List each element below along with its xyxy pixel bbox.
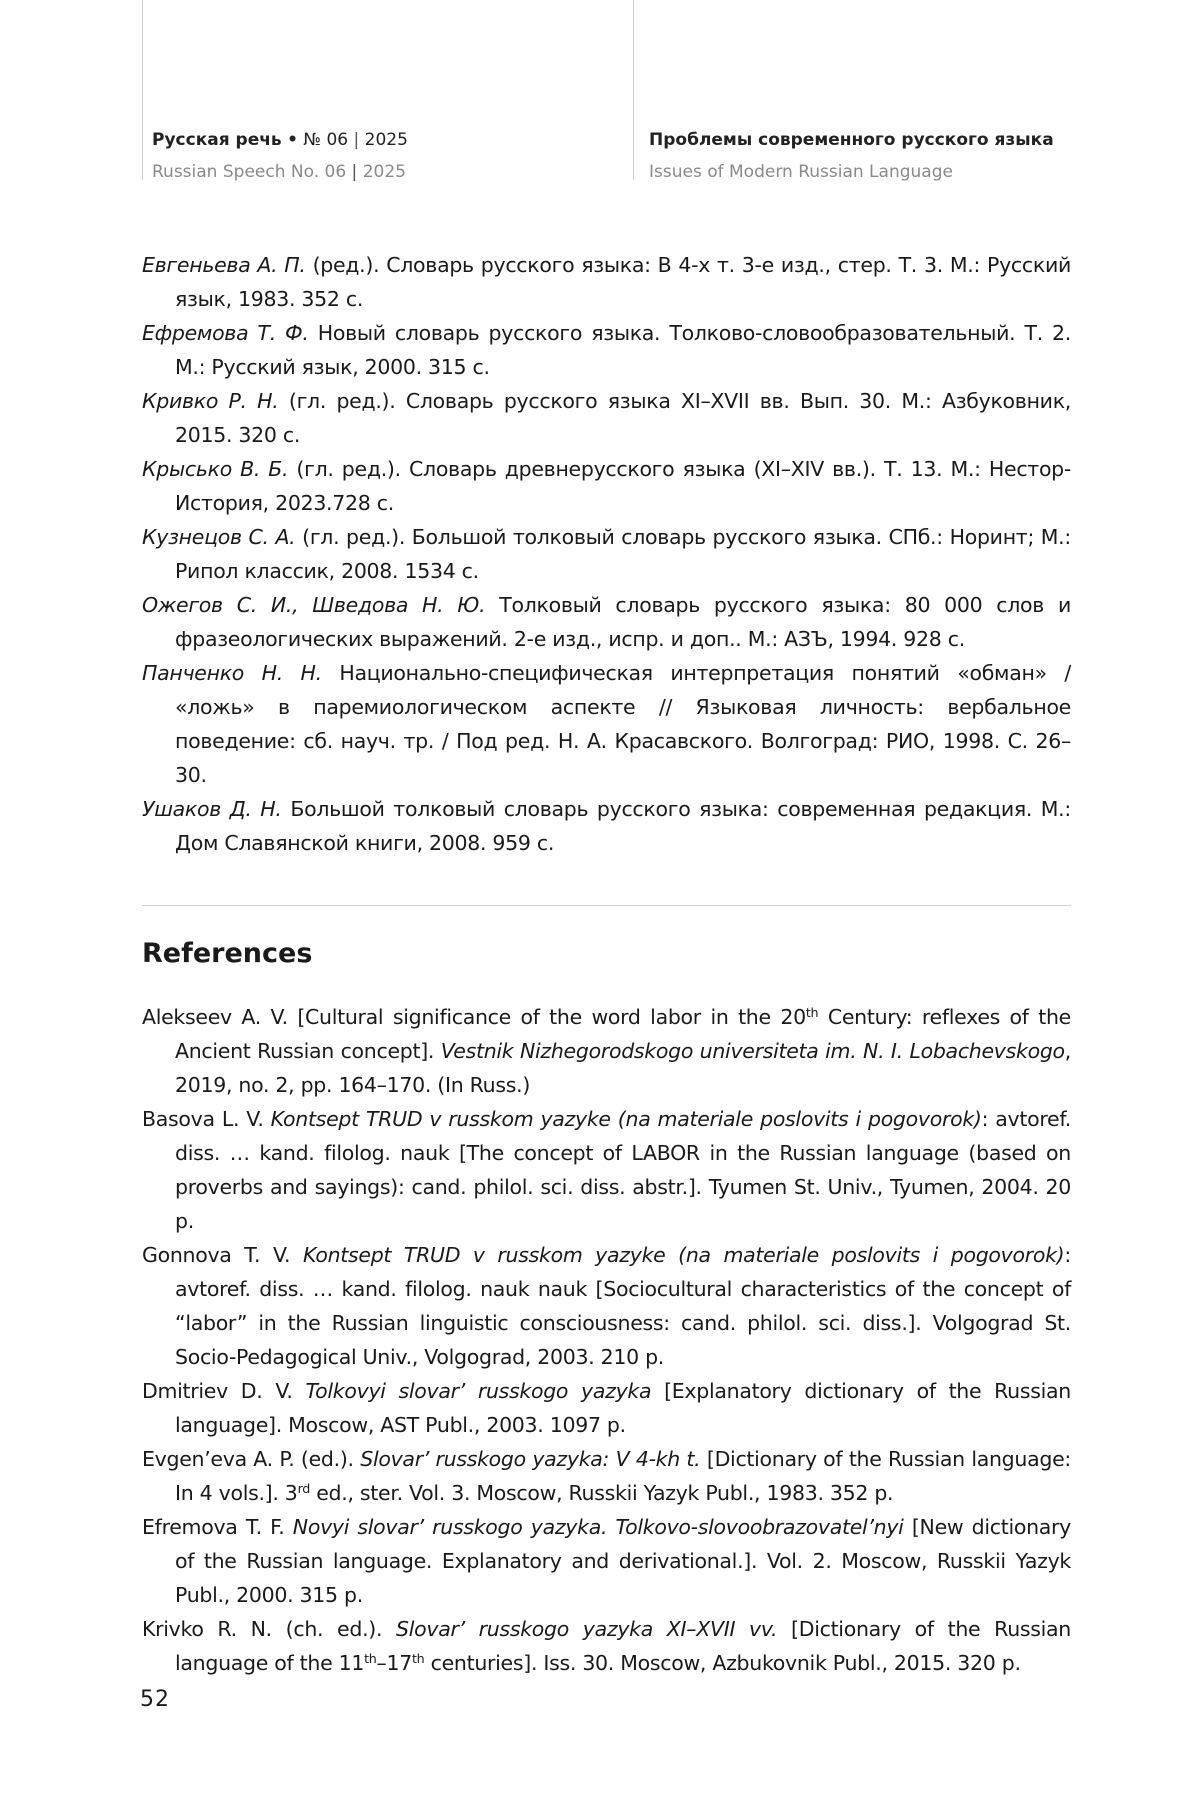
header-divider-right <box>633 0 634 180</box>
section-title-en: Issues of Modern Russian Language <box>649 162 953 182</box>
header-section <box>649 124 1054 188</box>
journal-title-ru: Русская речь <box>152 130 282 150</box>
journal-bullet: • <box>287 130 298 150</box>
reference-item: Евгеньева А. П. (ред.). Словарь русского языка: В 4-х т. 3-е изд., стер. Т. 3. М.: Русский язык, 1983. 352 с. <box>142 253 1071 311</box>
references-heading: References <box>142 938 313 969</box>
journal-title-en: Russian Speech No. 06 <box>152 162 347 182</box>
reference-item: Alekseev A. V. [Cultural significance of the word labor in the 20th Century: reflexes of the Ancient Russian concept]. Vestnik Nizhegorodskogo universiteta im. N. I. Lobachevskogo, 2019, no. 2, pp. 164–170. (In Russ.) <box>142 1005 1071 1097</box>
header-journal: Русская речь • № 06 | 2025 Russian Speech No. 06 | 2025 <box>152 130 408 182</box>
english-reference-list <box>142 1000 1071 1680</box>
reference-item: Ушаков Д. Н. Большой толковый словарь русского языка: современная редакция. М.: Дом Славянской книги, 2008. 959 с. <box>142 797 1071 855</box>
reference-item: Кузнецов С. А. (гл. ред.). Большой толковый словарь русского языка. СПб.: Норинт; М.: Рипол классик, 2008. 1534 с. <box>142 525 1071 583</box>
reference-item: Панченко Н. Н. Национально-специфическая интерпретация понятий «обман» / «ложь» в паремиологическом аспекте // Языковая личность: вербальное поведение: сб. науч. тр. / Под ред. Н. А. Красавского. Волгоград: РИО, 1998. С. 26–30. <box>142 661 1071 787</box>
section-title-ru: Проблемы современного русского языка <box>649 130 1054 150</box>
reference-item: Dmitriev D. V. Tolkovyi slovar’ russkogo yazyka [Explanatory dictionary of the Russian language]. Moscow, AST Publ., 2003. 1097 p. <box>142 1379 1071 1437</box>
reference-item: Кривко Р. Н. (гл. ред.). Словарь русского языка XI–XVII вв. Вып. 30. М.: Азбуковник, 2015. 320 с. <box>142 389 1072 447</box>
year-ru: 2025 <box>364 130 408 150</box>
reference-item: Крысько В. Б. (гл. ред.). Словарь древнерусского языка (XI–XIV вв.). Т. 13. М.: Нестор-История, 2023.728 с. <box>142 457 1071 515</box>
reference-item: Basova L. V. Kontsept TRUD v russkom yazyke (na materiale poslovits i pogovorok): avtoref. diss. … kand. filolog. nauk [The concept of LABOR in the Russian language (based on proverbs and sayings): cand. philol. sci. diss. abstr.]. Tyumen St. Univ., Tyumen, 2004. 20 p. <box>142 1107 1072 1233</box>
reference-item: Efremova T. F. Novyi slovar’ russkogo yazyka. Tolkovo-slovoobrazovatel’nyi [New dictionary of the Russian language. Explanatory and derivational.]. Vol. 2. Moscow, Russkii Yazyk Publ., 2000. 315 p. <box>142 1515 1071 1607</box>
issue-ru: № 06 <box>303 130 349 150</box>
russian-reference-list <box>142 248 1071 860</box>
reference-item: Krivko R. N. (ch. ed.). Slovar’ russkogo yazyka XI–XVII vv. [Dictionary of the Russian language of the 11th–17th centuries]. Iss. 30. Moscow, Azbukovnik Publ., 2015. 320 p. <box>142 1617 1072 1675</box>
reference-item: Evgen’eva A. P. (ed.). Slovar’ russkogo yazyka: V 4-kh t. [Dictionary of the Russian language: In 4 vols.]. 3rd ed., ster. Vol. 3. Moscow, Russkii Yazyk Publ., 1983. 352 p. <box>142 1447 1071 1505</box>
reference-item: Gonnova T. V. Kontsept TRUD v russkom yazyke (na materiale poslovits i pogovorok): avtoref. diss. … kand. filolog. nauk nauk [Sociocultural characteristics of the concept of “labor” in the Russian linguistic consciousness: cand. philol. sci. diss.]. Volgograd St. Socio-Pedagogical Univ., Volgograd, 2003. 210 p. <box>142 1243 1071 1369</box>
header-divider-left <box>142 0 143 180</box>
page-number: 52 <box>140 1687 170 1712</box>
reference-item: Ожегов С. И., Шведова Н. Ю. Толковый словарь русского языка: 80 000 слов и фразеологических выражений. 2-е изд., испр. и доп.. М.: АЗЪ, 1994. 928 с. <box>142 593 1071 651</box>
year-en: 2025 <box>362 162 406 182</box>
reference-item: Ефремова Т. Ф. Новый словарь русского языка. Толково-словообразовательный. Т. 2. М.: Русский язык, 2000. 315 с. <box>142 321 1071 379</box>
section-divider <box>142 905 1071 906</box>
